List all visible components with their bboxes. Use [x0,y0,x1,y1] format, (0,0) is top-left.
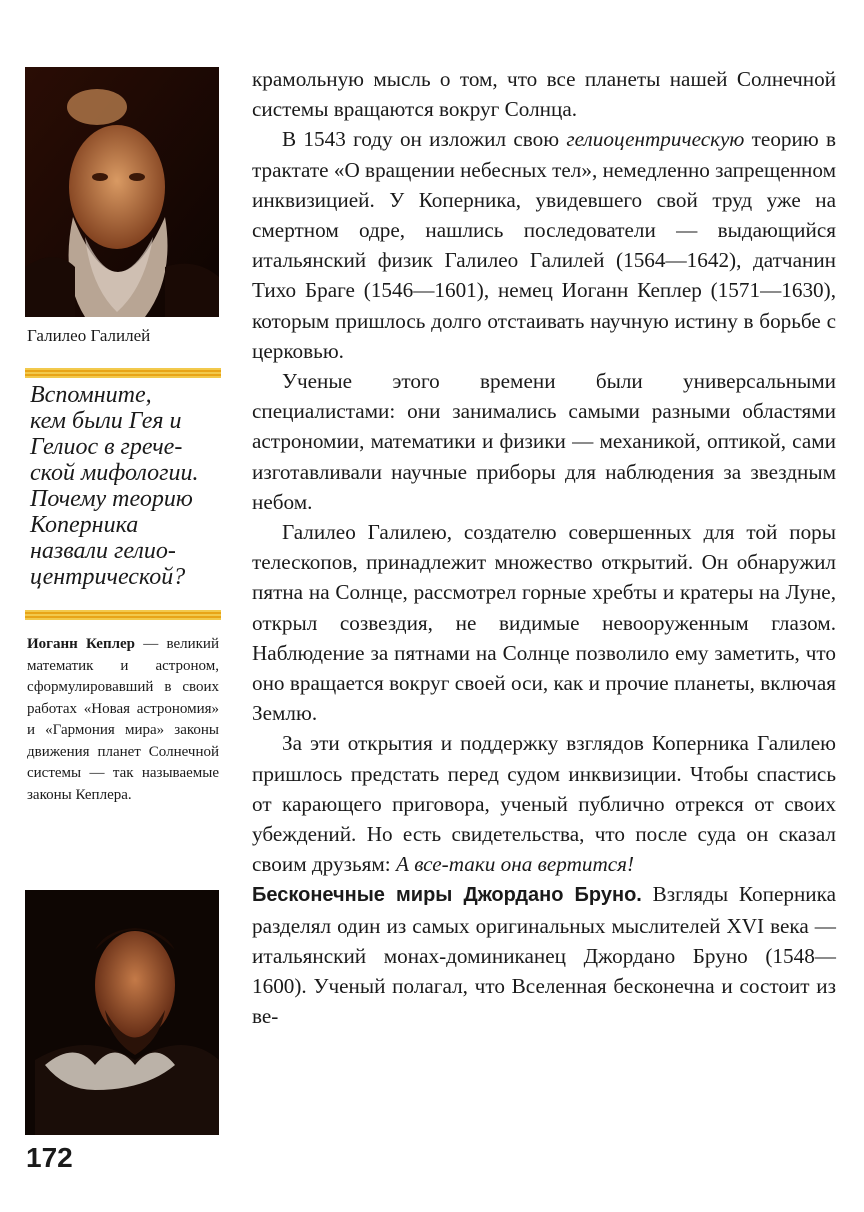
paragraph-6 [252,879,836,1031]
galileo-caption: Галилео Галилей [27,326,151,345]
paragraph-6-text: Взгляды Коперника разделял один из самых оригинальных мыслителей XVI века — итальянский монах-доминиканец Джордано Бруно (1548—1600). Ученый полагал, что Вселенная бесконечна и состоит из ве- [252,882,836,1029]
paragraph-5 [252,728,836,879]
galileo-portrait [25,67,219,317]
galileo-quote: А все-таки она вертится! [395,852,635,877]
heliocentric-term: гелиоцентрическую [566,127,745,152]
review-question: Вспомните, кем были Гея и Гелиос в грече- ской мифологии. Почему теорию Коперника назвали гелио- центрической? [30,382,199,590]
paragraph-4: Галилео Галилею, создателю совершенных для той поры телескопов, принадлежит множество открытий. Он обнаружил пятна на Солнце, рассмотрел горные хребты и кратеры на Луне, открыл созвездия, не видимые невооруженным глазом. Наблюдение за пятнами на Солнце позволило ему заметить, что оно вращается вокруг своей оси, как и прочие планеты, включая Землю. [252,520,836,726]
question-bottom-bar [25,610,221,620]
section-heading-bruno: Бесконечные миры Джордано Бруно. [252,884,642,907]
paragraph-5-text: За эти открытия и поддержку взглядов Коперника Галилею пришлось предстать перед судом инквизиции. Чтобы спастись от карающего приговора, ученый публично отрекся от своих убеждений. Но есть свидетельства, что после суда он сказал своим друзьям: [252,731,836,877]
kepler-note-text: — великий математик и астроном, сформулировавший в своих работах «Новая астрономия» и «Гармония мира» законы движения планет Солнечной системы — так называемые законы Кеплера. [27,636,219,803]
kepler-sidenote [27,634,219,806]
paragraph-2-text-a: В 1543 году он изложил свою [282,127,567,152]
kepler-name: Иоганн Кеплер [27,636,136,652]
paragraph-1: крамольную мысль о том, что все планеты нашей Солнечной системы вращаются вокруг Солнца. [252,67,836,122]
main-text [252,64,836,1032]
paragraph-3: Ученые этого времени были универсальными специалистами: они занимались самыми разными областями астрономии, математики и физики — механикой, оптикой, сами изготавливали научные приборы для наблюдения за звездным небом. [252,369,836,514]
question-top-bar [25,368,221,378]
page-number: 172 [26,1142,73,1173]
kepler-portrait [25,890,219,1135]
paragraph-2-text-b: теорию в трактате «О вращении небесных тел», немедленно запрещенном инквизицией. У Коперника, увидевшего свой труд уже на смертном одре, нашлись последователи — выдающийся итальянский физик Галилео Галилей (1564—1642), датчанин Тихо Браге (1546—1601), немец Иоганн Кеплер (1571—1630), которым пришлось долго отстаивать научную истину в борьбе с церковью. [252,127,836,363]
paragraph-2 [252,124,836,366]
